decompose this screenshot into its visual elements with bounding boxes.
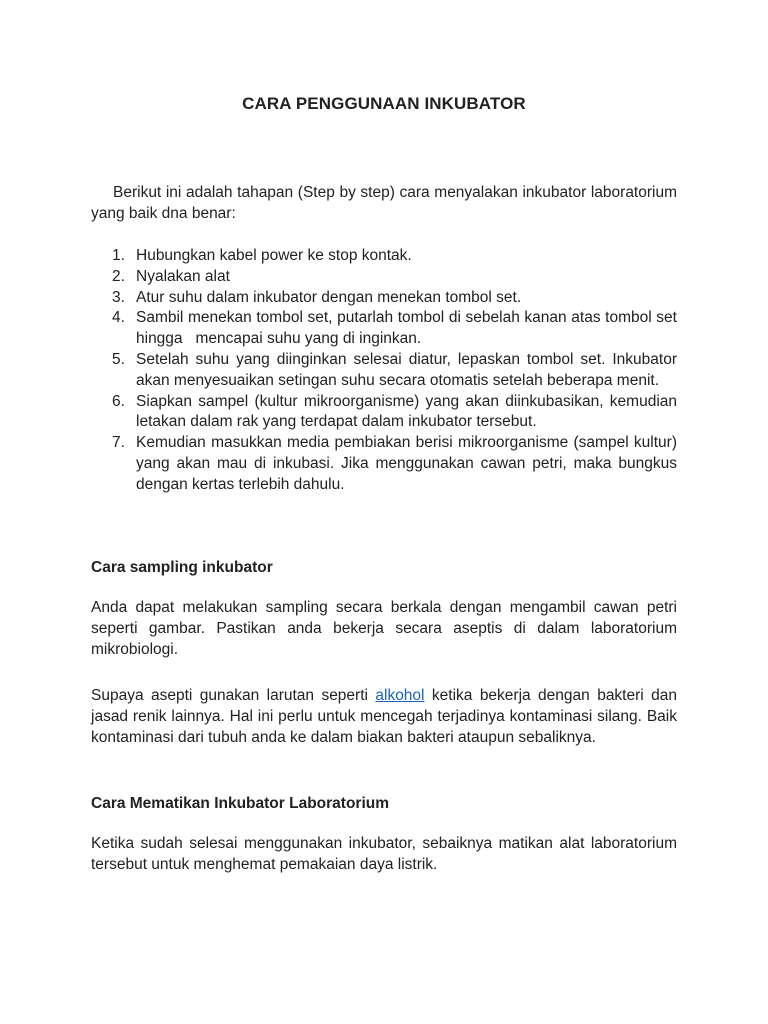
shutdown-heading: Cara Mematikan Inkubator Laboratorium xyxy=(91,795,390,812)
list-number: 7. xyxy=(112,434,125,452)
sampling-heading: Cara sampling inkubator xyxy=(91,559,273,576)
alkohol-link[interactable]: alkohol xyxy=(375,687,425,704)
list-number: 3. xyxy=(112,288,125,306)
list-item-text: Atur suhu dalam inkubator dengan menekan tombol set. xyxy=(136,288,522,306)
shutdown-paragraph: Ketika sudah selesai menggunakan inkubator, sebaiknya matikan alat laboratorium tersebut untuk menghemat pemakaian daya listrik. xyxy=(91,835,677,873)
list-item xyxy=(91,308,682,350)
aseptic-text-before: Supaya asepti gunakan larutan seperti xyxy=(91,687,376,704)
steps-list xyxy=(91,246,682,496)
list-number: 2. xyxy=(112,267,125,285)
list-item-text: Kemudian masukkan media pembiakan berisi mikroorganisme (sampel kultur) yang akan mau di inkubasi. Jika menggunakan cawan petri, maka bungkus dengan kertas terlebih dahulu. xyxy=(136,434,677,493)
sampling-paragraph: Anda dapat melakukan sampling secara berkala dengan mengambil cawan petri seperti gambar. Pastikan anda bekerja secara aseptis di dalam laboratorium mikrobiologi. xyxy=(91,599,677,658)
list-item-text: Sambil menekan tombol set, putarlah tombol di sebelah kanan atas tombol set hingga mencapai suhu yang di inginkan. xyxy=(136,309,682,348)
list-item-text: Setelah suhu yang diinginkan selesai diatur, lepaskan tombol set. Inkubator akan menyesuaikan setingan suhu secara otomatis setelah beberapa menit. xyxy=(136,350,677,389)
list-item xyxy=(91,267,677,288)
document-title: CARA PENGGUNAAN INKUBATOR xyxy=(242,94,526,113)
aseptic-paragraph xyxy=(91,685,677,748)
list-number: 5. xyxy=(112,350,125,368)
list-item-text: Nyalakan alat xyxy=(136,267,230,285)
intro-paragraph: Berikut ini adalah tahapan (Step by step) cara menyalakan inkubator laboratorium yang baik dna benar: xyxy=(91,184,677,222)
list-item xyxy=(91,288,677,309)
list-item xyxy=(91,350,677,392)
list-item xyxy=(91,246,677,267)
list-number: 6. xyxy=(112,392,125,410)
list-item-text: Hubungkan kabel power ke stop kontak. xyxy=(136,247,412,264)
list-item xyxy=(91,433,677,495)
list-item-text: Siapkan sampel (kultur mikroorganisme) yang akan diinkubasikan, kemudian letakan dalam rak yang terdapat dalam inkubator tersebut. xyxy=(136,392,677,431)
list-number: 1. xyxy=(112,247,125,264)
list-item xyxy=(91,392,677,434)
aseptic-text-after: ketika bekerja dengan bakteri dan jasad renik lainnya. Hal ini perlu untuk mencegah terjadinya kontaminasi silang. Baik kontaminasi dari tubuh anda ke dalam biakan bakteri ataupun sebaliknya. xyxy=(91,687,677,746)
list-number: 4. xyxy=(112,309,125,327)
